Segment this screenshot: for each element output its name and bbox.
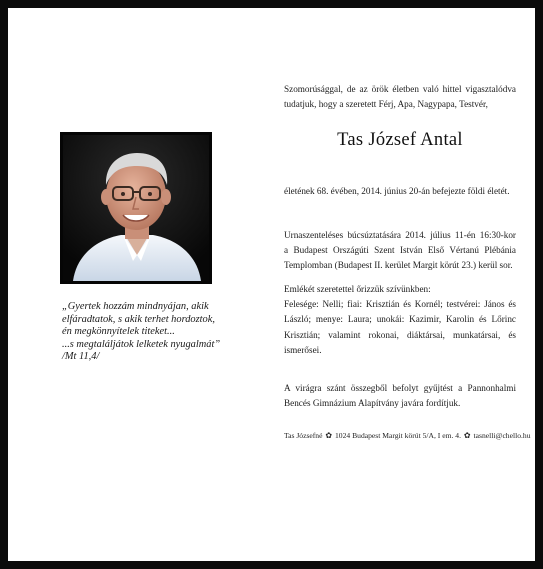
quote-line: „Gyertek hozzám mindnyájan, akik bbox=[62, 301, 209, 312]
flower-icon: ✿ bbox=[325, 431, 333, 440]
memory-heading: Emlékét szeretettel őrizzük szívünkben: bbox=[284, 284, 431, 294]
donation-line: Bencés Gimnázium Alapítvány javára fordítjuk. bbox=[284, 398, 461, 409]
portrait-photo bbox=[60, 132, 212, 284]
bible-quote bbox=[62, 301, 237, 364]
donation-note bbox=[284, 381, 516, 411]
portrait-image bbox=[63, 135, 209, 281]
memory-line: Felesége: Nelli; fiai: Krisztián és Kornél; testvérei: János és bbox=[284, 299, 516, 310]
quote-line: én megkönnyítelek titeket... bbox=[62, 326, 175, 338]
memory-line: ismerősei. bbox=[284, 344, 322, 355]
memory-line: Krisztián; valamint rokonai, diáktársai, munkatársai, és bbox=[284, 329, 516, 340]
announcement-intro bbox=[284, 82, 516, 112]
funeral-line: Templomban (Budapest II. kerület Margit körút 23.) kerül sor. bbox=[284, 260, 513, 271]
intro-line: tudatjuk, hogy a szeretett Férj, Apa, Nagypapa, Testvér, bbox=[284, 99, 488, 110]
contact-name: Tas Józsefné bbox=[284, 431, 323, 440]
flower-icon: ✿ bbox=[463, 431, 471, 440]
donation-line: A virágra szánt összegből befolyt gyűjtést a Pannonhalmi bbox=[284, 383, 516, 393]
quote-line: ...s megtaláljátok lelketek nyugalmát” bbox=[62, 338, 221, 350]
funeral-line: Urnaszenteléses búcsúztatására 2014. július 11-én 16:30-kor bbox=[284, 230, 516, 240]
contact-email: tasnelli@chello.hu bbox=[473, 431, 531, 440]
contact-address: 1024 Budapest Margit körút 5/A, I em. 4. bbox=[335, 431, 461, 440]
intro-line: Szomorúsággal, de az örök életben való hittel vigasztalódva bbox=[284, 84, 516, 94]
death-notice bbox=[284, 184, 516, 199]
funeral-details bbox=[284, 228, 516, 274]
contact-info bbox=[284, 431, 531, 440]
death-line: életének 68. évében, 2014. június 20-án befejezte földi életét. bbox=[284, 186, 510, 196]
mourners-list bbox=[284, 282, 516, 358]
deceased-name: Tas József Antal bbox=[337, 130, 463, 150]
quote-line: elfáradtatok, s akik terhet hordoztok, bbox=[62, 313, 215, 325]
quote-reference: /Mt 11,4/ bbox=[62, 351, 100, 363]
memory-line: László; menye: Laura; unokái: Kazimir, Karolin és Lőrinc bbox=[284, 314, 516, 325]
funeral-line: a Budapest Országúti Szent István Első Vértanú Plébánia bbox=[284, 245, 516, 256]
